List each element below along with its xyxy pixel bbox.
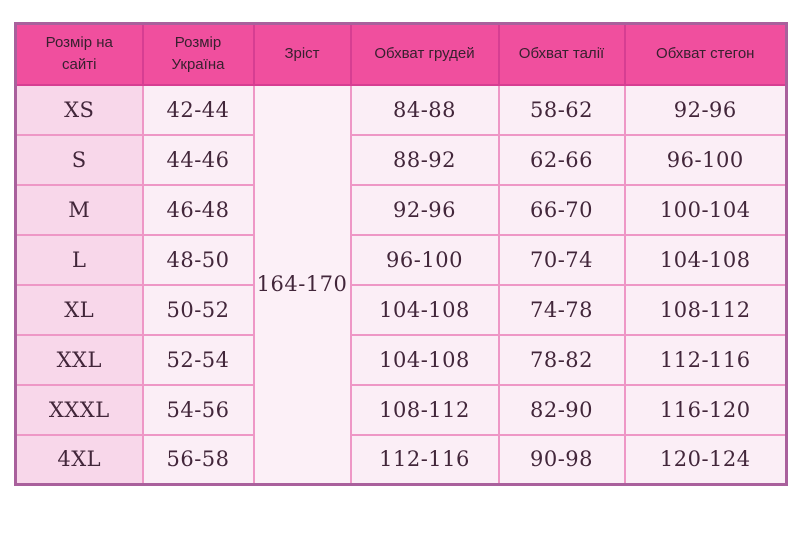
table-row-xl (16, 285, 787, 335)
cell-size: L (16, 235, 143, 285)
table-row-l (16, 235, 787, 285)
cell-waist: 70-74 (499, 235, 625, 285)
cell-size: XS (16, 85, 143, 135)
cell-hips: 96-100 (625, 135, 787, 185)
cell-size: XXL (16, 335, 143, 385)
cell-hips: 108-112 (625, 285, 787, 335)
cell-waist: 58-62 (499, 85, 625, 135)
cell-hips: 92-96 (625, 85, 787, 135)
cell-chest: 92-96 (351, 185, 499, 235)
size-chart-table (14, 22, 788, 486)
cell-size: S (16, 135, 143, 185)
cell-size: XXXL (16, 385, 143, 435)
cell-hips: 120-124 (625, 435, 787, 485)
table-row-xs (16, 85, 787, 135)
col-header-site-size: Розмір на сайті (16, 24, 143, 85)
cell-chest: 88-92 (351, 135, 499, 185)
cell-ua-size: 42-44 (143, 85, 254, 135)
table-row-xxl (16, 335, 787, 385)
cell-chest: 104-108 (351, 285, 499, 335)
cell-ua-size: 50-52 (143, 285, 254, 335)
cell-chest: 96-100 (351, 235, 499, 285)
table-row-4xl (16, 435, 787, 485)
cell-chest: 104-108 (351, 335, 499, 385)
cell-waist: 62-66 (499, 135, 625, 185)
cell-hips: 100-104 (625, 185, 787, 235)
cell-size: XL (16, 285, 143, 335)
cell-waist: 66-70 (499, 185, 625, 235)
col-header-waist: Обхват талії (499, 24, 625, 85)
cell-waist: 78-82 (499, 335, 625, 385)
cell-hips: 104-108 (625, 235, 787, 285)
table-row-m (16, 185, 787, 235)
cell-ua-size: 48-50 (143, 235, 254, 285)
cell-ua-size: 56-58 (143, 435, 254, 485)
col-header-chest: Обхват грудей (351, 24, 499, 85)
cell-chest: 112-116 (351, 435, 499, 485)
header-row (16, 24, 787, 85)
cell-waist: 82-90 (499, 385, 625, 435)
cell-waist: 90-98 (499, 435, 625, 485)
cell-size: M (16, 185, 143, 235)
cell-waist: 74-78 (499, 285, 625, 335)
cell-chest: 108-112 (351, 385, 499, 435)
cell-ua-size: 46-48 (143, 185, 254, 235)
cell-ua-size: 54-56 (143, 385, 254, 435)
col-header-ukraine-size: Розмір Україна (143, 24, 254, 85)
cell-ua-size: 44-46 (143, 135, 254, 185)
cell-hips: 116-120 (625, 385, 787, 435)
col-header-hips: Обхват стегон (625, 24, 787, 85)
table-row-s (16, 135, 787, 185)
cell-hips: 112-116 (625, 335, 787, 385)
table-row-xxxl (16, 385, 787, 435)
cell-height-merged: 164-170 (254, 85, 351, 485)
cell-ua-size: 52-54 (143, 335, 254, 385)
cell-chest: 84-88 (351, 85, 499, 135)
col-header-height: Зріст (254, 24, 351, 85)
cell-size: 4XL (16, 435, 143, 485)
